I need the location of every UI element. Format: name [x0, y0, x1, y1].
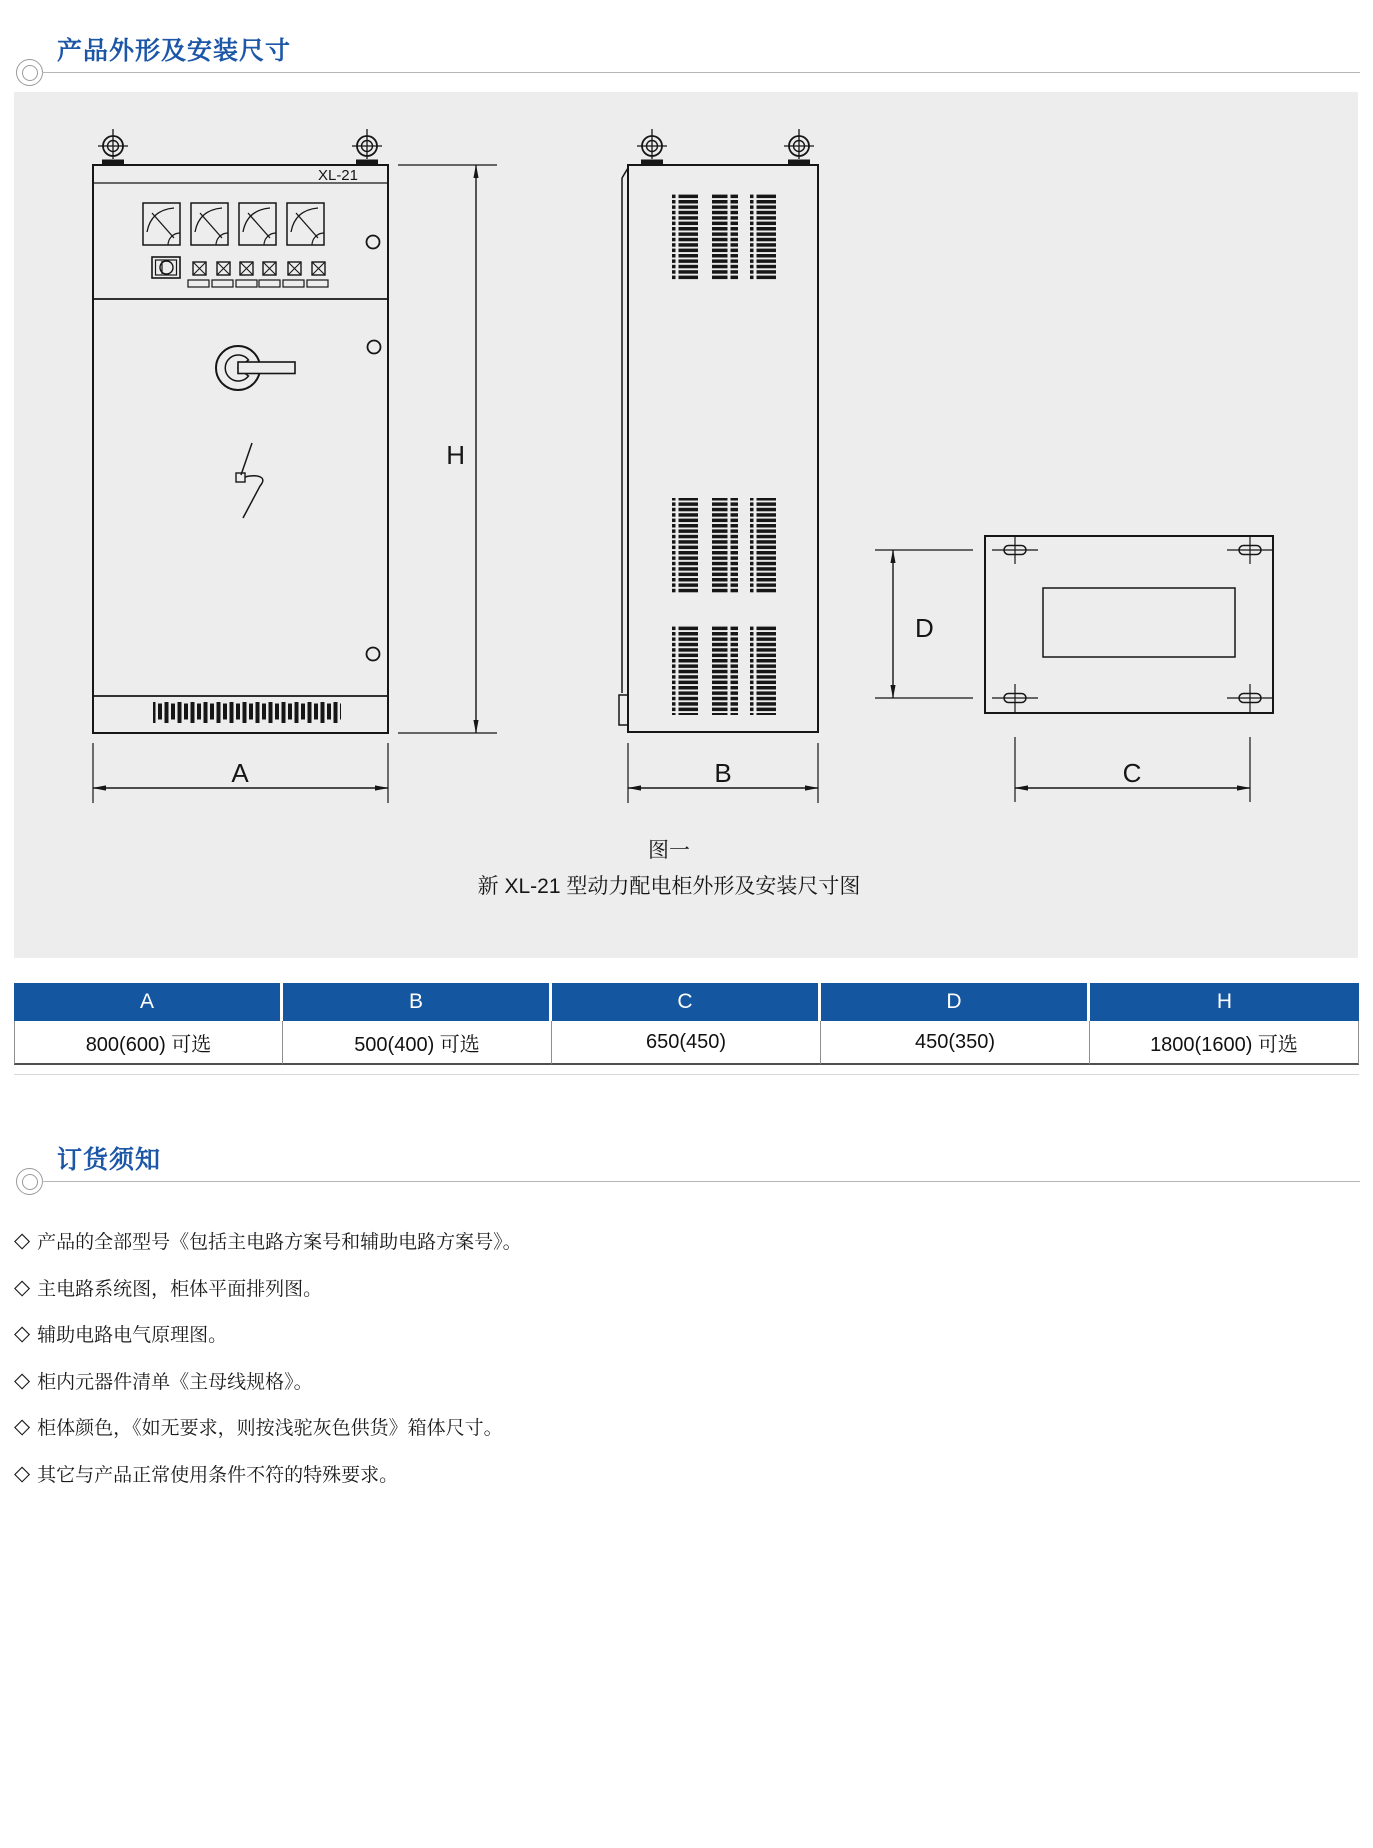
table-header-cell: H — [1090, 983, 1359, 1021]
cabinet-model-label: XL-21 — [317, 167, 358, 184]
table-header-cell: A — [14, 983, 283, 1021]
note-text: 柜体颜色，《如无要求，则按浅驼灰色供货》箱体尺寸。 — [37, 1418, 503, 1439]
table-header-cell: C — [552, 983, 821, 1021]
diamond-bullet-icon: ◇ — [14, 1322, 31, 1345]
lamp-label-strips — [188, 280, 328, 287]
note-text: 辅助电路电气原理图。 — [37, 1325, 228, 1346]
table-column-b — [283, 983, 552, 1065]
lifting-eyebolt-icon — [784, 129, 814, 165]
front-vent-grille — [153, 702, 341, 723]
dimension-table — [14, 983, 1359, 1065]
figure-caption-subtitle: 新 XL-21 型动力配电柜外形及安装尺寸图 — [477, 875, 861, 898]
section-title: 产品外形及安装尺寸 — [57, 37, 292, 65]
mounting-slot-icon — [992, 536, 1038, 564]
note-text: 柜内元器件清单《主母线规格》。 — [37, 1371, 313, 1393]
table-column-c — [552, 983, 821, 1065]
table-column-h — [1090, 983, 1359, 1065]
section-divider-line — [42, 72, 1360, 73]
table-value-cell: 650(450) — [552, 1021, 821, 1065]
table-header-cell: B — [283, 983, 552, 1021]
front-view — [93, 129, 388, 733]
dimension-C — [1015, 737, 1250, 802]
lifting-eyebolt-icon — [352, 129, 382, 165]
table-value-cell: 1800(1600) 可选 — [1090, 1021, 1359, 1065]
figure-panel — [14, 92, 1358, 958]
note-item — [14, 1229, 522, 1252]
note-item — [14, 1276, 522, 1299]
note-text: 主电路系统图，柜体平面排列图。 — [37, 1278, 323, 1300]
side-vent-grilles — [672, 194, 776, 715]
panel-meter-icon — [143, 203, 180, 245]
section-divider-line — [42, 1181, 1360, 1182]
door-lock-icon — [367, 648, 380, 661]
diamond-bullet-icon: ◇ — [14, 1368, 31, 1392]
table-bottom-divider — [14, 1074, 1359, 1075]
note-item — [14, 1322, 522, 1345]
dimension-A — [93, 743, 388, 803]
lifting-eyebolt-icon — [98, 129, 128, 165]
table-value-cell: 800(600) 可选 — [14, 1021, 283, 1065]
table-column-a — [14, 983, 283, 1065]
cable-opening — [1043, 588, 1235, 657]
hinge-detail — [619, 695, 628, 725]
indicator-lamp-icon — [193, 262, 206, 275]
dimension-H — [398, 165, 497, 733]
table-value-cell: 450(350) — [821, 1021, 1090, 1065]
door-lock-icon — [368, 341, 381, 354]
dim-label-C: C — [1122, 758, 1142, 788]
lifting-eyebolt-icon — [637, 129, 667, 165]
dimension-B — [628, 743, 818, 803]
table-header-cell: D — [821, 983, 1090, 1021]
dim-label-B: B — [714, 758, 732, 788]
door-lock-icon — [367, 236, 380, 249]
panel-meter-icon — [287, 203, 324, 245]
table-column-d — [821, 983, 1090, 1065]
mounting-slot-icon — [1227, 684, 1273, 712]
rear-mounting-view — [985, 536, 1273, 713]
note-item — [14, 1369, 522, 1392]
dim-label-A: A — [231, 758, 249, 788]
indicator-lamp-icon — [312, 262, 325, 275]
indicator-lamp-icon — [263, 262, 276, 275]
ordering-notes-list — [14, 1229, 522, 1508]
dim-label-D: D — [915, 613, 934, 643]
note-text: 其它与产品正常使用条件不符的特殊要求。 — [37, 1464, 399, 1486]
indicator-lamp-icon — [288, 262, 301, 275]
indicator-lamp-icon — [217, 262, 230, 275]
diamond-bullet-icon: ◇ — [14, 1461, 31, 1485]
table-value-cell: 500(400) 可选 — [283, 1021, 552, 1065]
mounting-slot-icon — [992, 684, 1038, 712]
note-item — [14, 1415, 522, 1438]
flash-symbol-icon — [236, 443, 263, 518]
section-title: 订货须知 — [57, 1146, 162, 1174]
section-marker-icon — [16, 59, 43, 86]
note-item — [14, 1462, 522, 1485]
rotary-handle-icon — [216, 346, 295, 390]
side-view — [619, 129, 818, 732]
panel-meter-icon — [191, 203, 228, 245]
panel-switch-icon — [152, 257, 180, 278]
mounting-slot-icon — [1227, 536, 1273, 564]
panel-meter-icon — [239, 203, 276, 245]
section-marker-icon — [16, 1168, 43, 1195]
dimension-drawing — [14, 92, 1358, 958]
indicator-lamp-icon — [240, 262, 253, 275]
dimension-D — [875, 550, 973, 698]
section-marker-inner-ring — [22, 65, 38, 81]
diamond-bullet-icon: ◇ — [14, 1275, 31, 1299]
figure-caption-title: 图一 — [648, 839, 690, 862]
dim-label-H: H — [446, 440, 465, 470]
section-marker-inner-ring — [22, 1174, 38, 1190]
note-text: 产品的全部型号《包括主电路方案号和辅助电路方案号》。 — [37, 1232, 522, 1253]
diamond-bullet-icon: ◇ — [14, 1415, 31, 1438]
diamond-bullet-icon: ◇ — [14, 1229, 31, 1252]
